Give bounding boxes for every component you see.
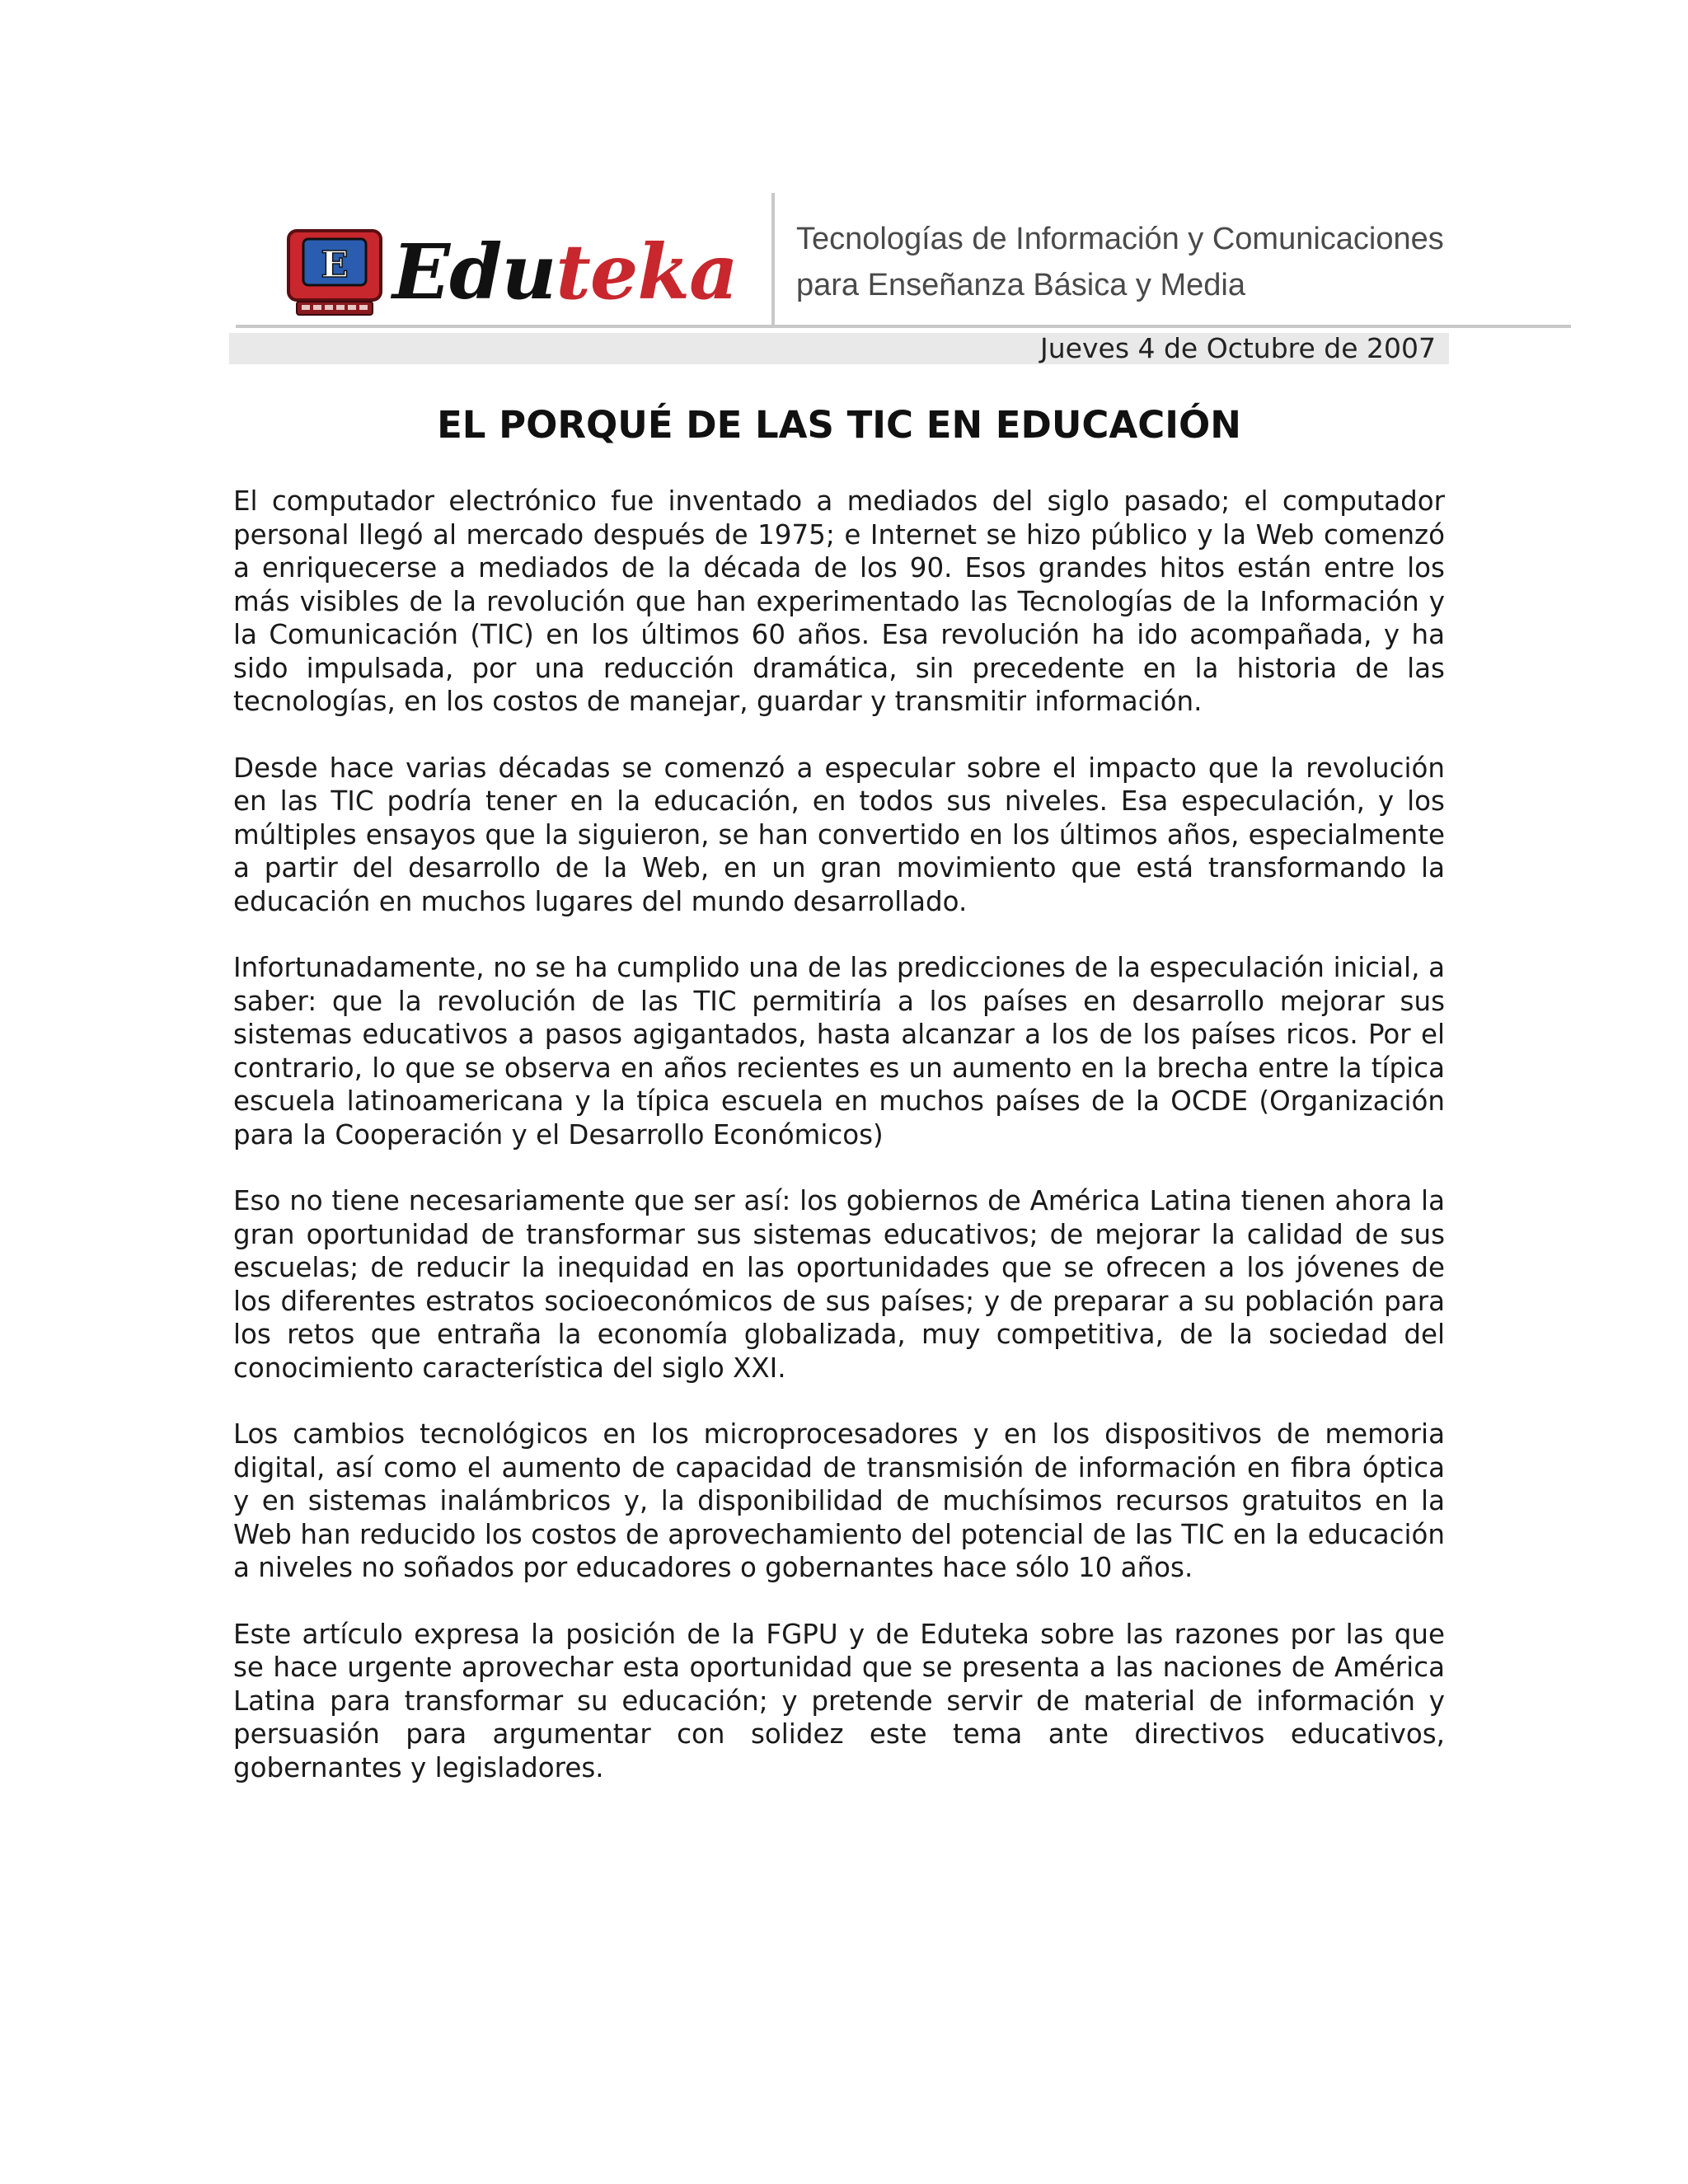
article-title: EL PORQUÉ DE LAS TIC EN EDUCACIÓN [437, 403, 1241, 447]
paragraph-1: El computador electrónico fue inventado a mediados del siglo pasado; el computador personal llegó al mercado después de 1975; e Internet se hizo público y la Web comenzó a enriquecerse a mediados de la década de los 90. Esos grandes hitos están entre los más visibles de la revolución que han experimentado las Tecnologías de la Información y la Comunicación (TIC) en los últimos 60 años. Esa revolución ha ido acompañada, y ha sido impulsada, por una reducción dramática, sin precedente en la historia de las tecnologías, en los costos de manejar, guardar y transmitir información. [233, 485, 1445, 717]
header-tagline [796, 216, 1444, 308]
article-body [233, 485, 1445, 1817]
eduteka-logo[interactable] [285, 209, 747, 321]
paragraph-6: Este artículo expresa la posición de la FGPU y de Eduteka sobre las razones por las que se hace urgente aprovechar esta oportunidad que se presenta a las naciones de América Latina para transformar su educación; y pretende servir de material de información y persuasión para argumentar con solidez este tema ante directivos educativos, gobernantes y legisladores. [233, 1618, 1445, 1783]
paragraph-5: Los cambios tecnológicos en los microprocesadores y en los dispositivos de memoria digital, así como el aumento de capacidad de transmisión de información en fibra óptica y en sistemas inalámbricos y, la disponibilidad de muchísimos recursos gratuitos en la Web han reducido los costos de aprovechamiento del potencial de las TIC en la educación a niveles no soñados por educadores o gobernantes hace sólo 10 años. [233, 1418, 1445, 1583]
tagline-line-1: Tecnologías de Información y Comunicaciones [796, 222, 1444, 256]
logo-wordmark-part1: Edu [392, 227, 556, 316]
paragraph-3: Infortunadamente, no se ha cumplido una de las predicciones de la especulación inicial, a saber: que la revolución de las TIC permitiría a los países en desarrollo mejorar sus sistemas educativos a pasos agigantados, hasta alcanzar a los de los países ricos. Por el contrario, lo que se observa en años recientes es un aumento en la brecha entre la típica escuela latinoamericana y la típica escuela en muchos países de la OCDE (Organización para la Cooperación y el Desarrollo Económicos) [233, 952, 1445, 1151]
logo-wordmark-part2: teka [556, 227, 738, 316]
tv-logo-letter: E [321, 244, 349, 286]
header-vertical-divider [771, 193, 775, 326]
paragraph-4: Eso no tiene necesariamente que ser así: los gobiernos de América Latina tienen ahora la gran oportunidad de transformar sus sistemas educativos; de mejorar la calidad de sus escuelas; de reducir la inequidad en las oportunidades que se ofrecen a los jóvenes de los diferentes estratos socioeconómicos de sus países; y de preparar a su población para los retos que entraña la economía globalizada, muy competitiva, de la sociedad del conocimiento característica del siglo XXI. [233, 1185, 1445, 1384]
paragraph-2: Desde hace varias décadas se comenzó a especular sobre el impacto que la revolución en las TIC podría tener en la educación, en todos sus niveles. Esa especulación, y los múltiples ensayos que la siguieron, se han convertido en los últimos años, especialmente a partir del desarrollo de la Web, en un gran movimiento que está transformando la educación en muchos lugares del mundo desarrollado. [233, 752, 1445, 917]
date-bar [229, 333, 1449, 364]
tv-logo-icon [285, 227, 384, 320]
header-horizontal-divider [236, 325, 1571, 328]
publication-date: Jueves 4 de Octubre de 2007 [1040, 332, 1436, 364]
logo-wordmark [392, 227, 738, 316]
tagline-line-2: para Enseñanza Básica y Media [796, 268, 1245, 302]
page-header [236, 193, 1571, 333]
